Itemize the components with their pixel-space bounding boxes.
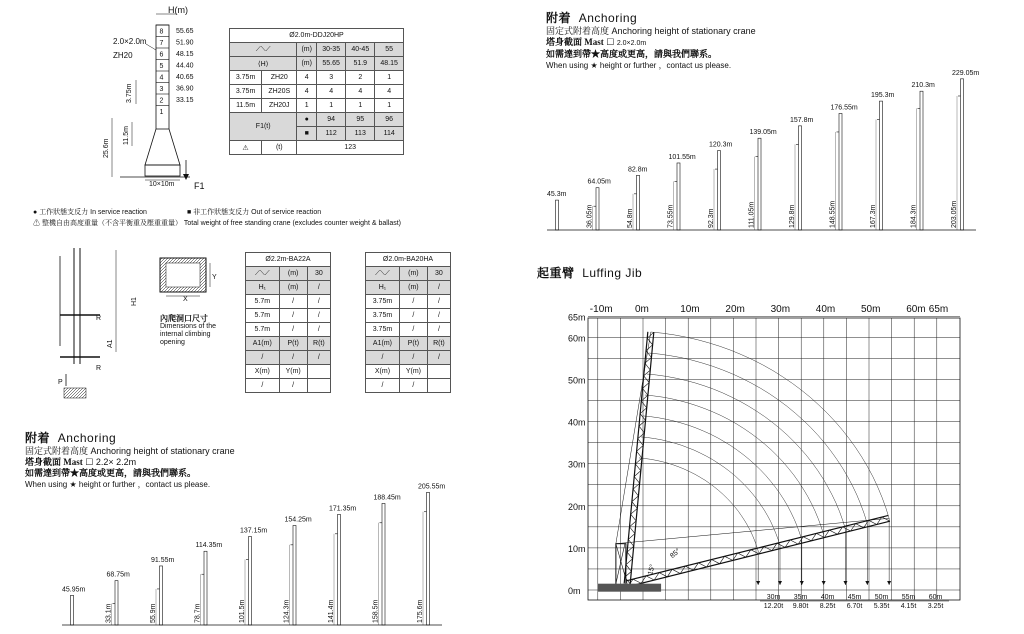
mast-section-number: 7 bbox=[159, 40, 164, 47]
anchor-height-label: 36.05m bbox=[586, 204, 594, 228]
load-label: 6.70t bbox=[846, 603, 863, 610]
load-label: 12.20t bbox=[763, 603, 784, 610]
angle-low-label: 15° bbox=[647, 563, 657, 576]
mast-height-label: 51.90 bbox=[176, 39, 194, 47]
anchor-height-label: 54.8m bbox=[627, 208, 634, 228]
mast-height-label: 55.65 bbox=[176, 28, 194, 35]
weight-icon: ⚠ bbox=[230, 141, 262, 155]
mast-top-height-label: 154.25m bbox=[284, 516, 312, 524]
anchoring-top-header: 附着 Anchoring 固定式附着高度 Anchoring height of stationary crane 塔身截面 Mast ☐ 2.0×2.0m 如需達到帶★高度或更高，請與我們聯系。 When using ★ height or further ，contact us please. bbox=[546, 11, 756, 70]
mast-top-height-label: 210.3m bbox=[911, 82, 935, 90]
x-tick-label: 65m bbox=[928, 304, 949, 315]
anchor-height-label: 175.6m bbox=[417, 599, 424, 623]
luffing-arc bbox=[649, 353, 868, 524]
angle-high-label: 85° bbox=[669, 547, 682, 560]
mast-height-label: 48.15 bbox=[176, 51, 194, 58]
jib-length-label: 40m bbox=[820, 594, 835, 601]
mast-top-height-label: 137.15m bbox=[240, 527, 268, 535]
mast-top-height-label: 120.3m bbox=[709, 141, 733, 149]
y-tick-label: 65m bbox=[568, 312, 586, 323]
anchor-height-label: 111.05m bbox=[748, 201, 756, 228]
anchor-height-label: 124.3m bbox=[283, 599, 291, 623]
jib-length-label: 45m bbox=[847, 594, 862, 601]
mast-top-height-label: 68.75m bbox=[106, 571, 130, 579]
out-service-square-icon: ■ bbox=[297, 127, 317, 141]
mast-top-height-label: 91.55m bbox=[151, 556, 175, 564]
load-label: 5.35t bbox=[873, 603, 890, 610]
mast-section-number: 2 bbox=[159, 97, 164, 105]
y-tick-label: 50m bbox=[568, 375, 586, 386]
load-label: 9.80t bbox=[792, 603, 809, 610]
mast-top-height-label: 157.8m bbox=[790, 116, 814, 124]
x-tick-label: 40m bbox=[815, 304, 836, 315]
mast-section-number: 3 bbox=[159, 86, 164, 93]
mast-top-height-label: 171.35m bbox=[329, 505, 357, 513]
mast-height-label: 33.15 bbox=[176, 97, 194, 104]
y-tick-label: 10m bbox=[568, 543, 586, 554]
mast-top-height-label: 176.55m bbox=[830, 104, 858, 112]
luffing-arc bbox=[645, 395, 824, 535]
mast-top-height-label: 195.3m bbox=[871, 92, 895, 100]
anchor-height-label: 141.4m bbox=[328, 599, 335, 623]
ba20ha-table: Ø2.0m-BA20HA ⟋⟍⟋ (m) 30 H₁ (m) / 3.75m / / 3.75m / / 3.75m / / A1(m) P(t) R(t) / / / X(m) Y(m) / / bbox=[365, 252, 451, 393]
y-tick-label: 20m bbox=[568, 501, 586, 512]
mast-top-height-label: 139.05m bbox=[749, 129, 777, 137]
luffing-arc bbox=[651, 332, 889, 518]
mast-section-number: 6 bbox=[159, 51, 164, 59]
anchoring-bottom-header: 附着 Anchoring 固定式附着高度 Anchoring height of stationary crane 塔身截面 Mast ☐ 2.2× 2.2m 如需達到帶★高度或更高，請與我們聯系。 When using ★ height or further ，contact us please. bbox=[25, 431, 235, 489]
anchor-height-label: 167.3m bbox=[870, 204, 877, 228]
anchor-height-label: 148.55m bbox=[829, 200, 837, 228]
x-tick-label: 20m bbox=[725, 304, 745, 315]
mast-top-height-label: 45.95m bbox=[62, 586, 86, 594]
anchor-height-label: 158.5m bbox=[372, 599, 380, 623]
x-tick-label: 30m bbox=[770, 304, 791, 315]
luffing-arc bbox=[643, 416, 802, 540]
mast-height-label: 44.40 bbox=[176, 62, 194, 70]
climbing-opening-caption: 內爬洞口尺寸 Dimensions of the internal climbing opening bbox=[160, 314, 217, 346]
mast-top-height-label: 101.55m bbox=[668, 153, 696, 161]
jib-length-label: 55m bbox=[901, 594, 916, 601]
svg-text:X: X bbox=[183, 296, 188, 303]
base-size-label: 10×10m bbox=[149, 181, 175, 188]
y-tick-label: 0m bbox=[568, 586, 581, 596]
x-tick-label: 50m bbox=[861, 304, 881, 315]
anchor-height-label: 101.5m bbox=[239, 599, 246, 623]
x-tick-label: 60m bbox=[906, 304, 926, 315]
mast-top-height-label: 45.3m bbox=[547, 191, 567, 199]
dim-256-label: 25.6m bbox=[103, 138, 110, 158]
mast-section-number: 5 bbox=[159, 63, 164, 70]
svg-text:Y: Y bbox=[212, 274, 217, 281]
jib-length-label: 35m bbox=[793, 594, 808, 601]
mast-section-number: 8 bbox=[159, 28, 164, 36]
mast-top-height-label: 114.35m bbox=[195, 542, 223, 550]
mast-top-height-label: 64.05m bbox=[587, 178, 611, 186]
jib-length-label: 50m bbox=[874, 594, 889, 601]
mast-section-number: 1 bbox=[159, 109, 164, 116]
legend-total-weight: ⚠ 整機自由高度重量（不含平衡重及壓重重量） Total weight of free standing crane (excludes counter weight & ballast) bbox=[33, 220, 402, 227]
anchor-height-label: 55.9m bbox=[150, 603, 157, 623]
anchor-height-label: 33.1m bbox=[105, 603, 113, 623]
legend-in-service: ● 工作狀態支反力 In service reaction bbox=[33, 209, 147, 216]
anchor-height-label: 92.3m bbox=[708, 208, 715, 228]
mast-height-label: 40.65 bbox=[176, 74, 194, 81]
load-label: 3.25t bbox=[927, 603, 944, 610]
x-tick-label: 0m bbox=[635, 304, 649, 315]
y-tick-label: 60m bbox=[568, 333, 586, 344]
mast-model-label: ZH20 bbox=[113, 51, 133, 60]
ddj-title: Ø2.0m-DDJ20HP bbox=[230, 29, 404, 43]
crane-counterjib bbox=[598, 584, 661, 592]
luffing-header: 起重臂 Luffing Jib bbox=[537, 266, 643, 280]
svg-text:R: R bbox=[96, 315, 102, 322]
mast-section-label: 2.0×2.0m bbox=[113, 37, 147, 46]
y-tick-label: 40m bbox=[568, 417, 586, 428]
jib-high bbox=[624, 332, 648, 584]
f1-label: F1 bbox=[194, 181, 205, 191]
anchor-height-label: 78.7m bbox=[194, 603, 202, 623]
ddj20hp-table: Ø2.0m-DDJ20HP ⟋⟍⟋ (m) 30-35 40-45 55 ⟨H⟩ (m) 55.65 51.9 48.15 3.75m ZH20 4 3 2 1 3.75m ZH20S 4 4 4 4 11.5m ZH20J 1 1 1 1 F1(t) ● 94 95 96 ■ 112 113 114 ⚠ (t) 123 bbox=[229, 28, 404, 155]
anchor-height-label: 203.05m bbox=[951, 200, 958, 228]
svg-text:R: R bbox=[96, 365, 102, 372]
chart-frame bbox=[588, 318, 960, 600]
height-icon: ⟨H⟩ bbox=[230, 57, 297, 71]
load-label: 8.25t bbox=[819, 603, 836, 610]
y-tick-label: 30m bbox=[568, 459, 586, 470]
ba22a-table: Ø2.2m-BA22A ⟋⟍⟋ (m) 30 H₁ (m) / 5.7m / / 5.7m / / 5.7m / / A1(m) P(t) R(t) / / / X(m) Y(m) / / bbox=[245, 252, 331, 393]
mast-top-height-label: 82.8m bbox=[628, 166, 648, 174]
in-service-dot-icon: ● bbox=[297, 113, 317, 127]
h1-label: H1 bbox=[131, 297, 138, 306]
svg-text:P: P bbox=[58, 379, 63, 386]
luffing-arc bbox=[639, 458, 758, 551]
a1-label: A1 bbox=[107, 339, 114, 348]
mast-top-height-label: 205.55m bbox=[418, 483, 446, 491]
dim-375-label: 3.75m bbox=[126, 83, 133, 103]
x-tick-label: -10m bbox=[589, 304, 613, 315]
mast-height-label: 36.90 bbox=[176, 85, 194, 93]
x-tick-label: 10m bbox=[680, 304, 700, 315]
anchor-height-label: 184.3m bbox=[910, 204, 918, 228]
mast-section-number: 4 bbox=[159, 74, 164, 82]
legend-out-service: ■ 非工作狀態支反力 Out of service reaction bbox=[186, 209, 322, 216]
load-label: 4.15t bbox=[900, 603, 917, 610]
jib-length-label: 30m bbox=[766, 594, 781, 601]
jib-icon: ⟋⟍⟋ bbox=[230, 43, 297, 57]
jib-length-label: 60m bbox=[928, 594, 943, 601]
mast-top-height-label: 229.05m bbox=[952, 69, 980, 77]
luffing-arc bbox=[641, 437, 780, 546]
mast-top-height-label: 188.45m bbox=[373, 494, 401, 502]
anchor-height-label: 129.8m bbox=[789, 204, 796, 228]
dim-115-label: 11.5m bbox=[123, 126, 130, 145]
anchor-height-label: 73.55m bbox=[667, 204, 675, 228]
h-axis-label: H(m) bbox=[168, 5, 188, 15]
